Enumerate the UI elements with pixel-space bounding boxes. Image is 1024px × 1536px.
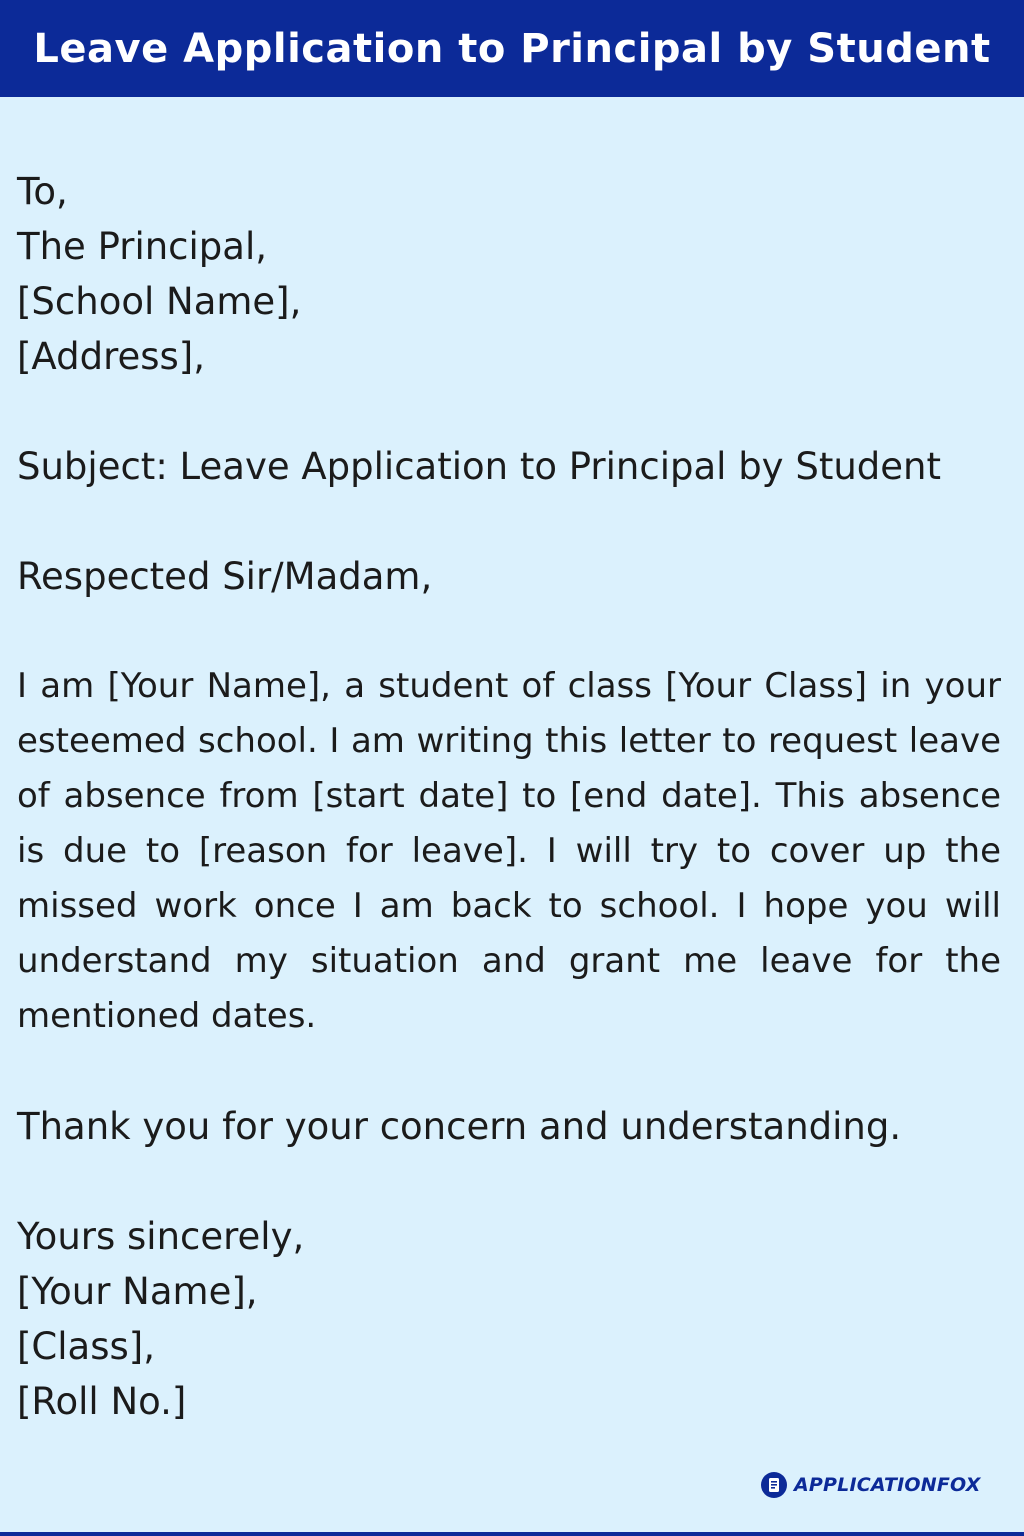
closing-line: [Class], <box>17 1325 155 1368</box>
brand-name: APPLICATIONFOX <box>794 1474 981 1496</box>
spacer <box>17 1044 1001 1099</box>
page-header <box>0 0 1024 97</box>
address-line: The Principal, <box>17 225 268 268</box>
spacer <box>17 384 1001 439</box>
brand-logo <box>760 1470 981 1500</box>
salutation: Respected Sir/Madam, <box>17 555 433 598</box>
address-line: [School Name], <box>17 280 302 323</box>
address-line: [Address], <box>17 335 205 378</box>
address-line: To, <box>17 170 68 213</box>
letter-body <box>17 164 1001 1429</box>
thanks-line: Thank you for your concern and understanding. <box>17 1105 902 1148</box>
closing-line: [Your Name], <box>17 1270 258 1313</box>
spacer <box>17 494 1001 549</box>
spacer <box>17 1154 1001 1209</box>
document-logo-icon <box>760 1471 788 1499</box>
page-title: Leave Application to Principal by Student <box>33 25 991 72</box>
body-paragraph: I am [Your Name], a student of class [Your Class] in your esteemed school. I am writing this letter to request leave of absence from [start date] to [end date]. This absence is due to [reason for leave]. I will try to cover up the missed work once I am back to school. I hope you will understand my situation and grant me leave for the mentioned dates. <box>17 666 1001 1036</box>
footer-bar <box>0 1532 1024 1536</box>
closing-line: Yours sincerely, <box>17 1215 305 1258</box>
closing-line: [Roll No.] <box>17 1380 187 1423</box>
spacer <box>17 604 1001 659</box>
subject-line: Subject: Leave Application to Principal by Student <box>17 445 941 488</box>
